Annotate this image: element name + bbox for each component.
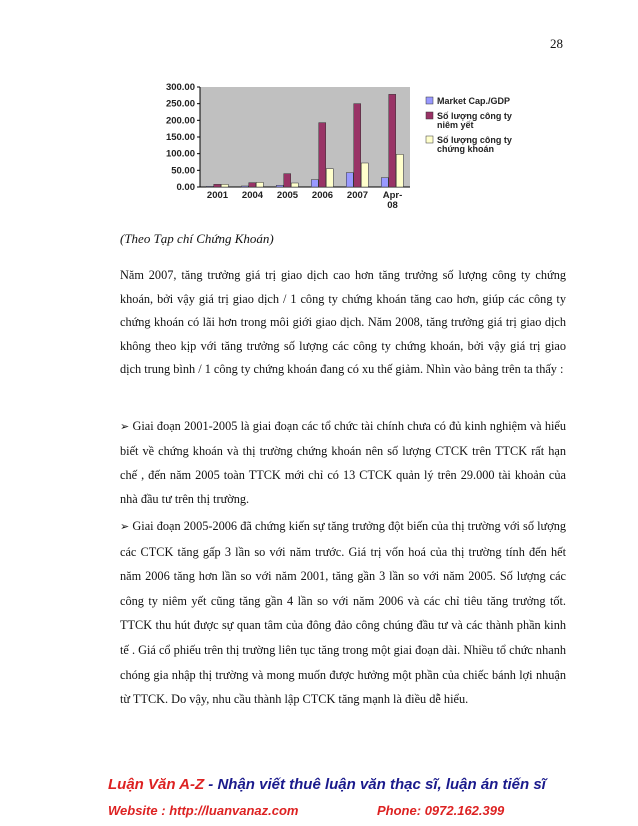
footer-phone xyxy=(377,803,504,818)
y-tick-label: 250.00 xyxy=(165,98,195,110)
bar xyxy=(319,123,326,187)
x-axis xyxy=(207,190,402,211)
paragraph-text: Giai đoạn 2005-2006 đã chứng kiến sự tăng trưởng đột biến của thị trường với số lượng các CTCK tăng gấp 3 lần so với năm trước. Giá trị vốn hoá của thị trường tính đến hết năm 2006 tăng hơn lần so với năm 2001, tăng gần 3 lần so với năm 2005. Số lượng các công ty niêm yết cũng tăng gần 4 lần so với năm 2006 và các chỉ tiêu tăng trưởng tốt. TTCK thu hút được sự quan tâm của đông đảo công chúng đầu tư và các thành phần kinh tế . Giá cổ phiếu trên thị trường liên tục tăng trong một giai đoạn dài. Nhiều tổ chức nhanh chóng gia nhập thị trường và mong muốn được hưởng một phần của chiếc bánh lợi nhuận từ TTCK. Do vậy, nhu cầu thành lập CTCK tăng mạnh là điều dễ hiểu. xyxy=(120,519,567,707)
paragraph-period-2005-2006 xyxy=(120,514,566,712)
y-tick-label: 0.00 xyxy=(176,182,195,193)
x-tick-label: 2001 xyxy=(206,190,229,201)
legend-swatch xyxy=(426,136,433,143)
chart-caption: (Theo Tạp chí Chứng Khoán) xyxy=(120,231,274,246)
y-axis xyxy=(166,82,200,193)
paragraph-intro: Năm 2007, tăng trưởng giá trị giao dịch cao hơn tăng trưởng số lượng công ty chứng khoán, bởi vậy giá trị giao dịch / 1 công ty chứng khoán tăng cao hơn, giúp các công ty chứng khoán có lãi hơn trong môi giới giao dịch. Năm 2008, tăng trưởng giá trị giao dịch không theo kịp với tăng trưởng số lượng các công ty chứng khoán, bởi vậy giá trị giao dịch trung bình / 1 công ty chứng khoán đang có xu thế giảm. Nhìn vào bảng trên ta thấy : xyxy=(120,268,566,377)
bar xyxy=(311,180,318,187)
bar xyxy=(291,183,298,187)
bar xyxy=(241,186,248,187)
bar xyxy=(354,104,361,187)
footer-banner xyxy=(108,776,546,793)
website-link[interactable]: http://luanvanaz.com xyxy=(169,803,299,818)
bar xyxy=(346,173,353,187)
bar xyxy=(361,163,368,187)
legend-label: niêm yết xyxy=(437,120,474,130)
bar xyxy=(221,184,228,187)
phone-number: 0972.162.399 xyxy=(424,803,505,818)
y-tick-label: 300.00 xyxy=(165,82,195,93)
footer-brand: Luận Văn A-Z xyxy=(108,776,205,793)
plot-area xyxy=(200,87,410,187)
chart-legend xyxy=(426,96,512,154)
bar xyxy=(381,178,388,187)
x-tick-label: Apr- xyxy=(382,190,403,201)
bullet-arrow-icon: ➢ xyxy=(120,420,130,433)
x-tick-label: 2007 xyxy=(346,190,369,201)
paragraph-period-2001-2005 xyxy=(120,414,566,511)
bar xyxy=(249,183,256,187)
paragraph-text: Giai đoạn 2001-2005 là giai đoạn các tổ chức tài chính chưa có đủ kinh nghiệm và hiểu biết về chứng khoán và thị trường chứng khoán nên số lượng CTCK trên TTCK rất hạn chế , đến năm 2005 toàn TTCK mới chỉ có 13 CTCK quản lý trên 29.000 tài khoản của nhà đầu tư trên thị trường. xyxy=(120,419,566,506)
y-tick-label: 150.00 xyxy=(165,132,195,143)
bar xyxy=(206,186,213,187)
chart-svg xyxy=(148,74,560,220)
page-number: 28 xyxy=(550,36,563,51)
bar xyxy=(276,185,283,187)
bar xyxy=(389,94,396,187)
bar xyxy=(284,174,291,187)
legend-swatch xyxy=(426,112,433,119)
footer-website xyxy=(108,803,298,818)
plot-background xyxy=(200,87,410,187)
phone-label: Phone: xyxy=(377,803,422,818)
footer-slogan: - Nhận viết thuê luận văn thạc sĩ, luận án tiến sĩ xyxy=(208,776,546,793)
y-tick-label: 50.00 xyxy=(171,165,195,177)
bar xyxy=(214,184,221,187)
legend-label: chứng khoán xyxy=(437,144,495,154)
bar xyxy=(326,169,333,187)
legend-label: Market Cap./GDP xyxy=(437,96,511,106)
bullet-arrow-icon: ➢ xyxy=(120,520,130,533)
x-tick-label: 08 xyxy=(387,200,398,211)
y-tick-label: 100.00 xyxy=(165,148,195,160)
x-tick-label: 2005 xyxy=(276,190,299,201)
bar-chart xyxy=(148,74,560,220)
y-tick-label: 200.00 xyxy=(165,115,195,127)
legend-label: Số lượng công ty xyxy=(437,135,512,145)
legend-swatch xyxy=(426,97,433,104)
website-label: Website : xyxy=(108,803,166,818)
bar xyxy=(396,154,403,187)
legend-label: Số lượng công ty xyxy=(437,111,512,121)
bar xyxy=(256,182,263,187)
x-tick-label: 2006 xyxy=(311,190,334,201)
x-tick-label: 2004 xyxy=(241,190,264,201)
